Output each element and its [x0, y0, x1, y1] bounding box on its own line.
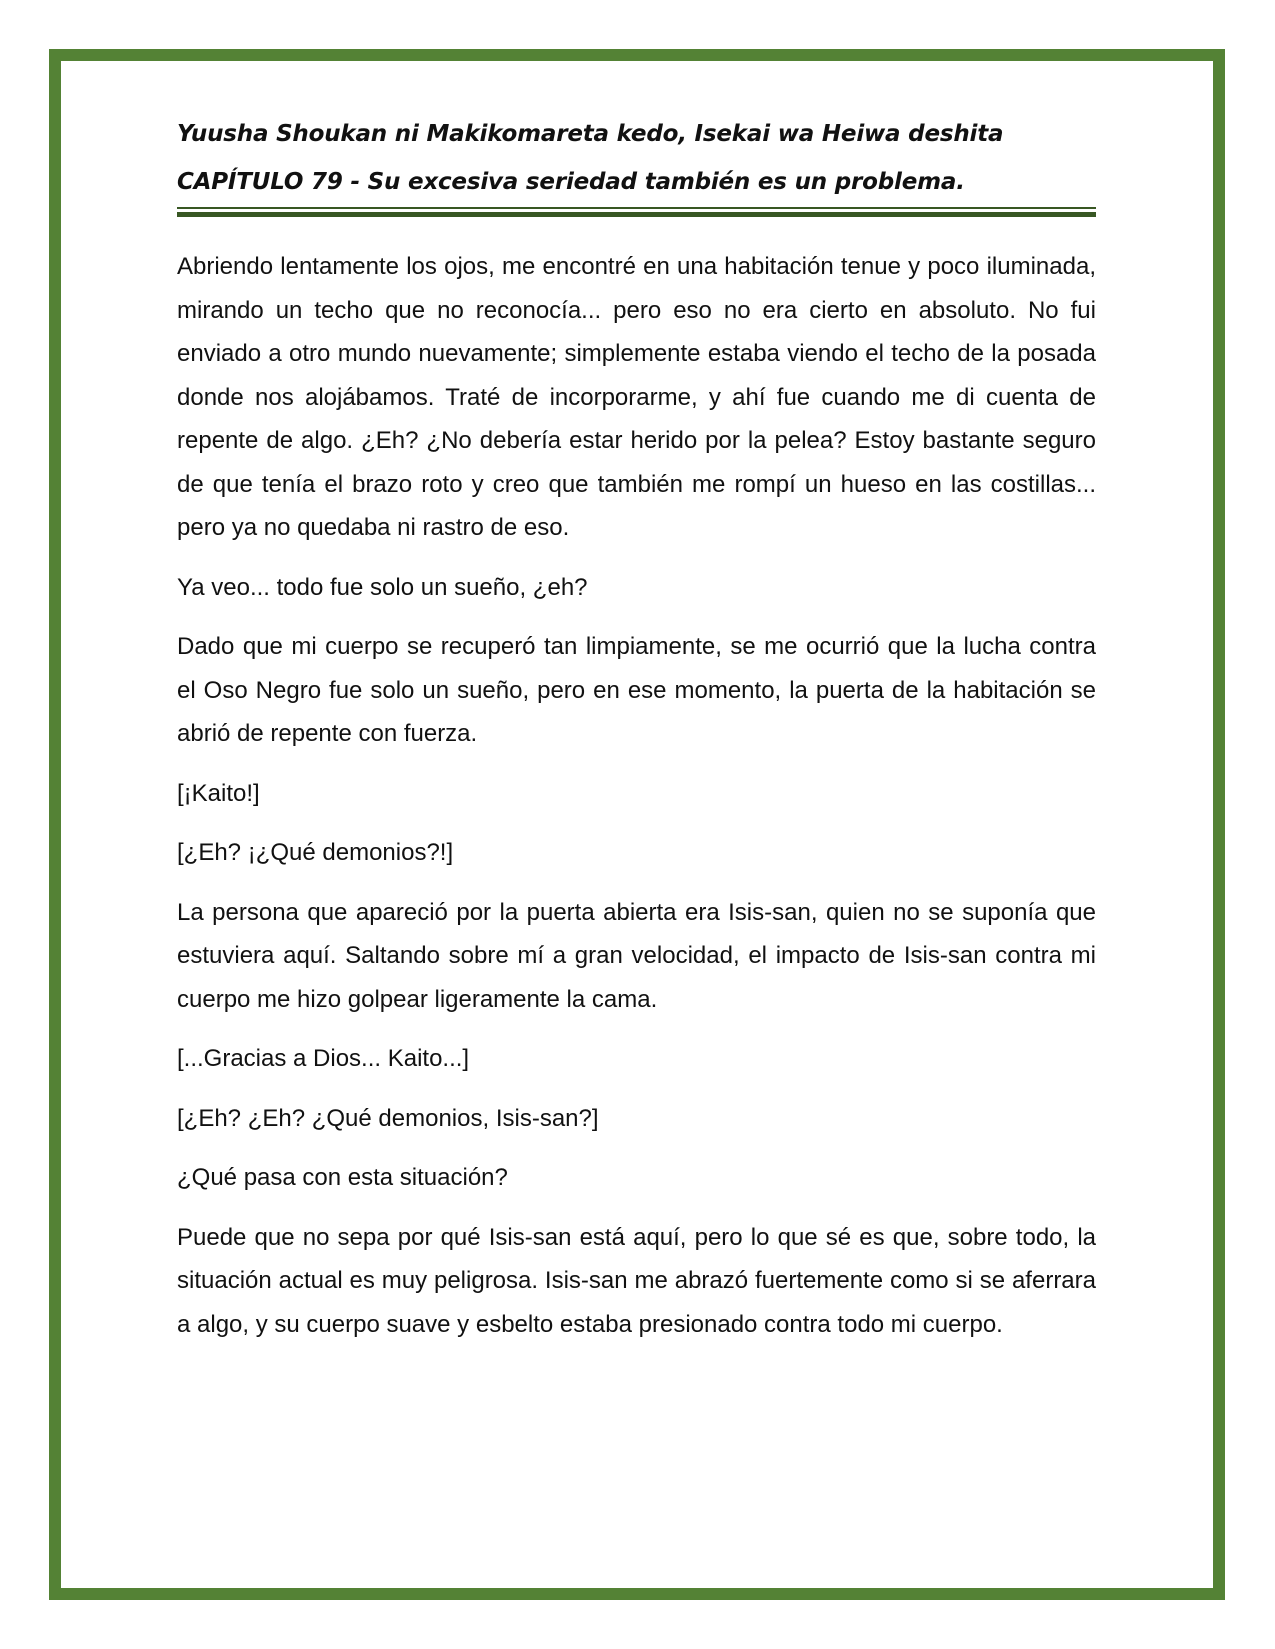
paragraph: ¿Qué pasa con esta situación? — [177, 1164, 508, 1191]
paragraph: Ya veo... todo fue solo un sueño, ¿eh? — [177, 573, 588, 601]
paragraph: Abriendo lentamente los ojos, me encontré en una habitación tenue y poco iluminada, mirando un techo que no reconocía... pero eso no era cierto en absoluto. No fui enviado a otro mundo nuevamente; simplemente estaba viendo el techo de la posada donde nos alojábamos. Traté de incorporarme, y ahí fue cuando me di cuenta de repente de algo. ¿Eh? ¿No debería estar herido por la pelea? Estoy bastante seguro de que tenía el brazo roto y creo que también me rompí un hueso en las costillas... pero ya no quedaba ni rastro de eso. — [177, 253, 1096, 541]
paragraph: La persona que apareció por la puerta abierta era Isis-san, quien no se suponía que estuviera aquí. Saltando sobre mí a gran velocidad, el impacto de Isis-san contra mi cuerpo me hizo golpear ligeramente la cama. — [177, 898, 1096, 1013]
header-rule-thick — [177, 212, 1096, 217]
paragraph: Puede que no sepa por qué Isis-san está aquí, pero lo que sé es que, sobre todo, la situación actual es muy peligrosa. Isis-san me abrazó fuertemente como si se aferrara a algo, y su cuerpo suave y esbelto estaba presionado contra todo mi cuerpo. — [177, 1223, 1096, 1338]
chapter-title: CAPÍTULO 79 - Su excesiva seriedad también es un problema. — [177, 169, 965, 195]
dialogue-line: [...Gracias a Dios... Kaito...] — [177, 1045, 470, 1072]
series-title: Yuusha Shoukan ni Makikomareta kedo, Isekai wa Heiwa deshita — [177, 121, 1004, 147]
document-content — [177, 110, 1096, 1362]
header-rule — [177, 207, 1096, 217]
dialogue-line: [¿Eh? ¿Eh? ¿Qué demonios, Isis-san?] — [177, 1104, 599, 1132]
dialogue-line: [¡Kaito!] — [177, 779, 260, 807]
dialogue-line: [¿Eh? ¡¿Qué demonios?!] — [177, 839, 454, 866]
paragraph: Dado que mi cuerpo se recuperó tan limpiamente, se me ocurrió que la lucha contra el Oso Negro fue solo un sueño, pero en ese momento, la puerta de la habitación se abrió de repente con fuerza. — [177, 633, 1096, 747]
